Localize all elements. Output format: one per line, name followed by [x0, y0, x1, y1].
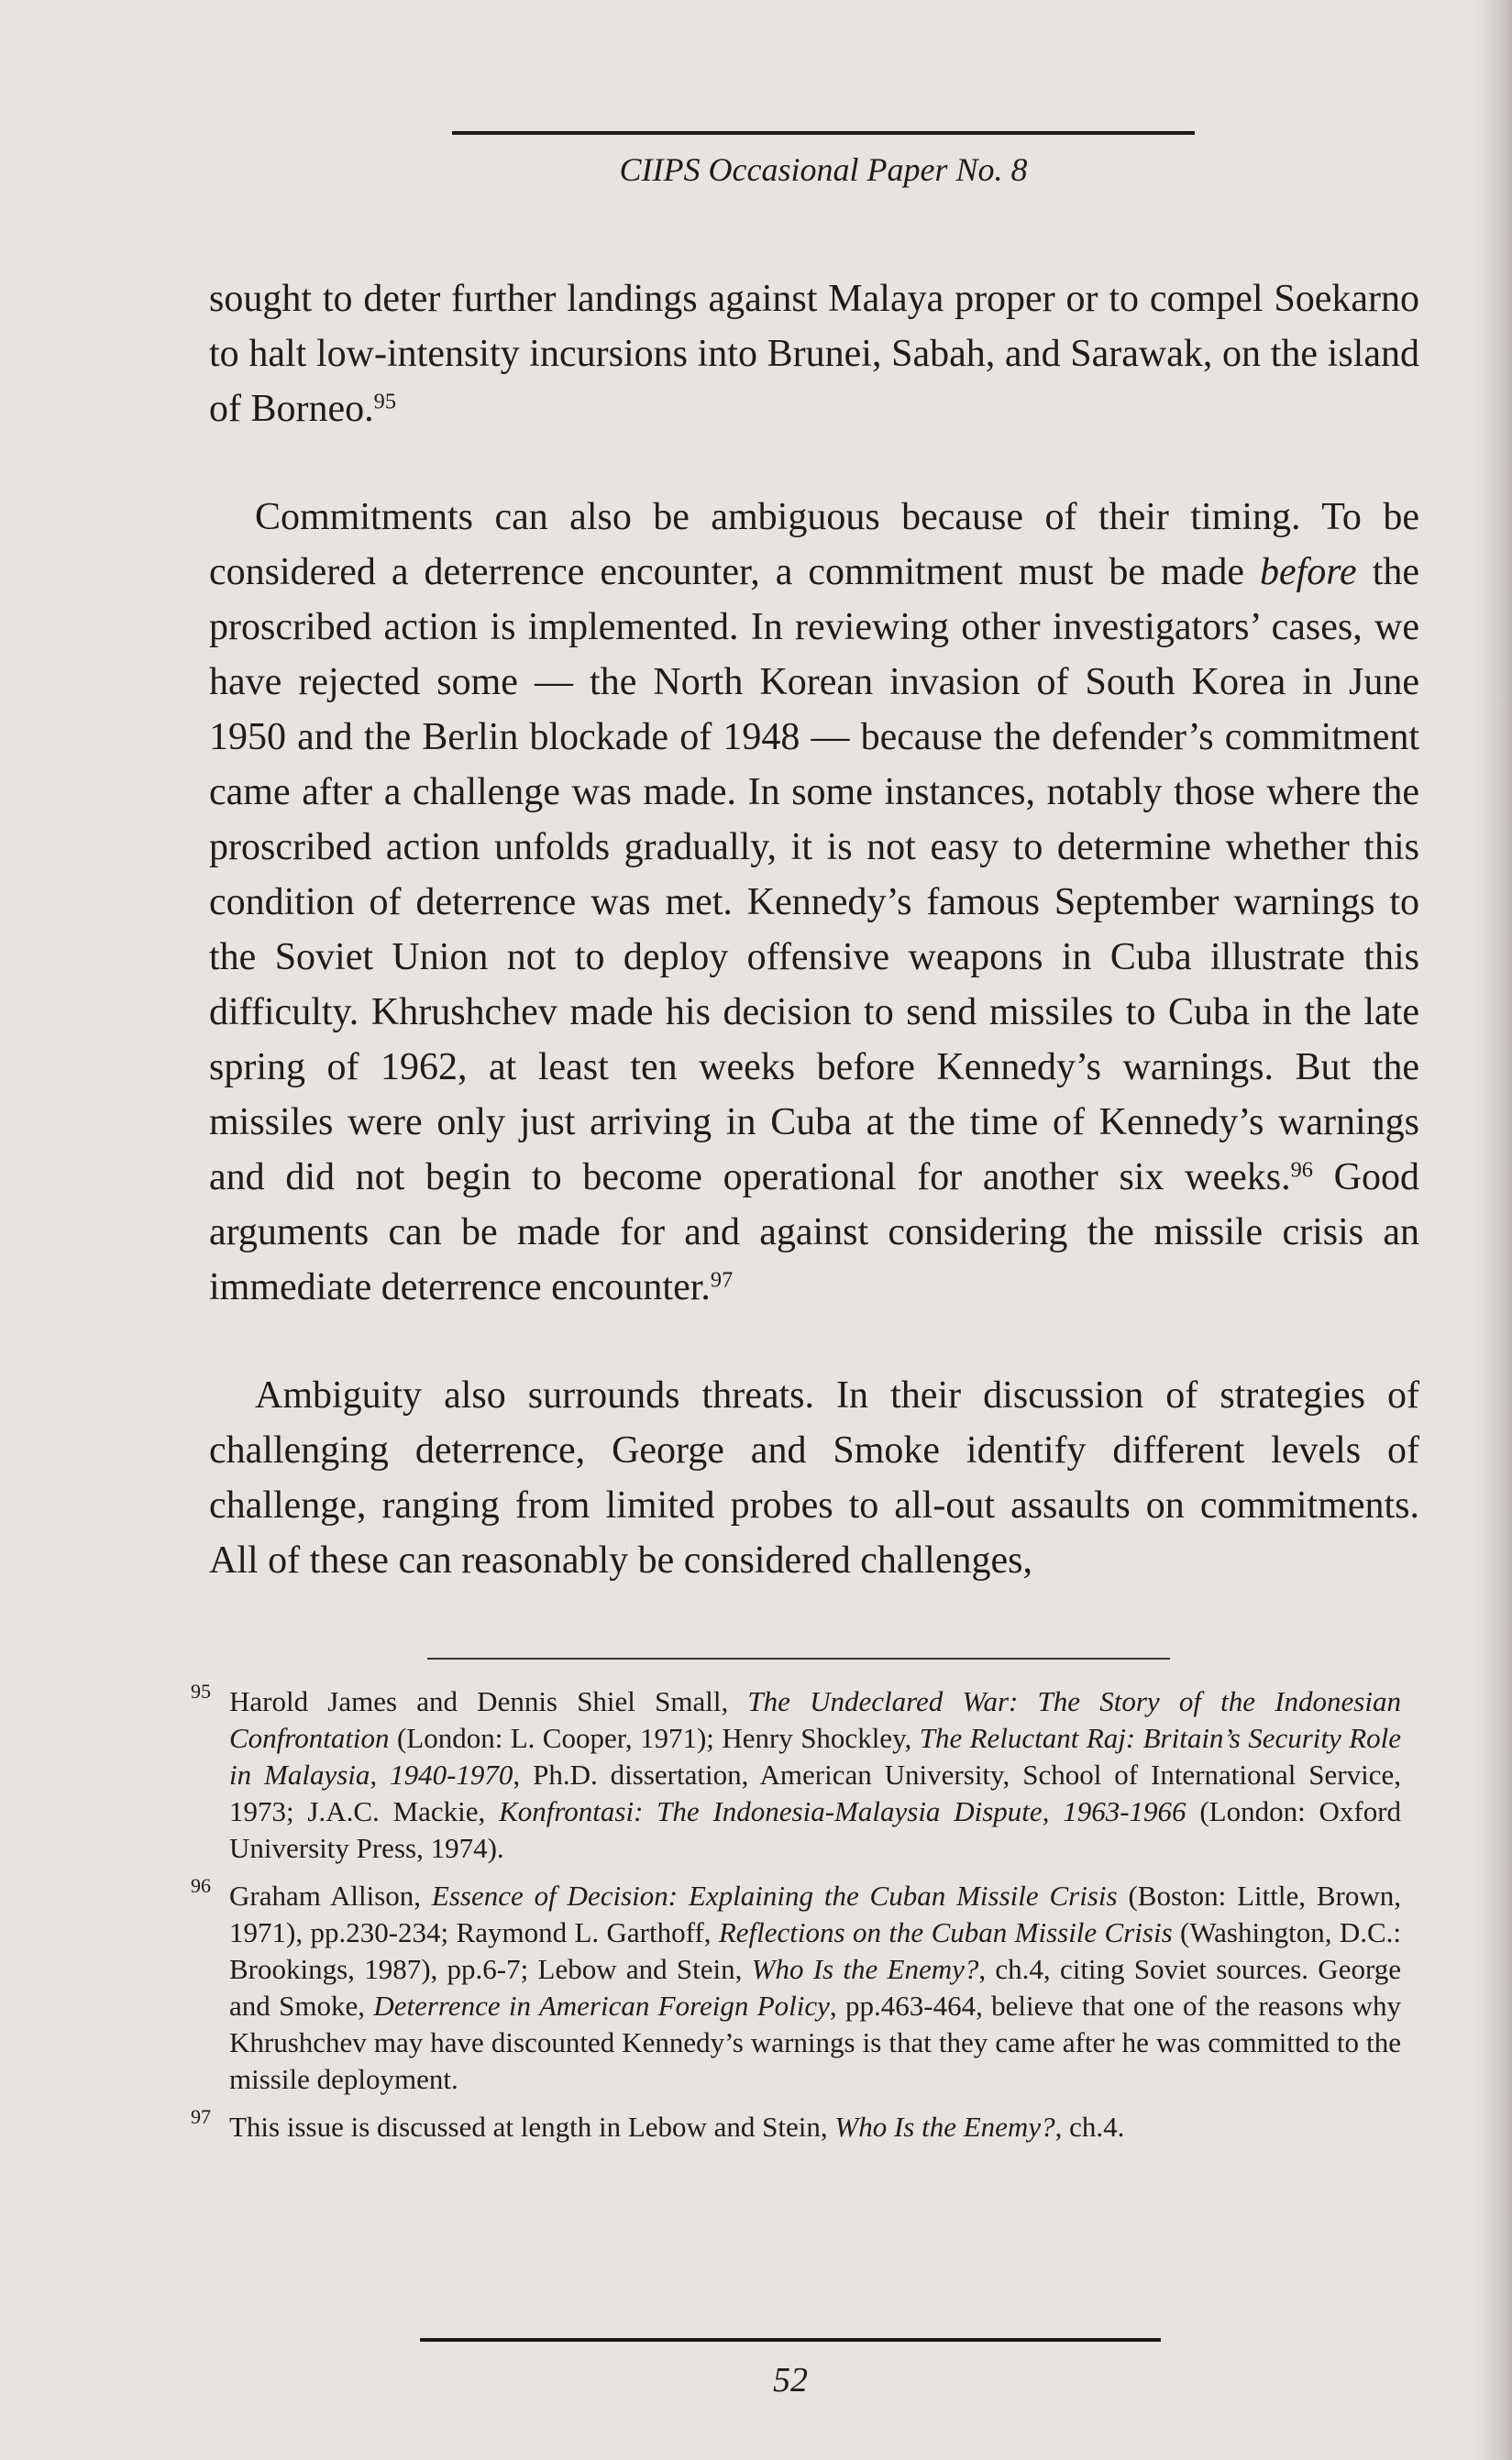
footnote-number: 97	[191, 2105, 211, 2128]
footnote-rule	[427, 1658, 1170, 1660]
footnote-number: 95	[191, 1680, 211, 1703]
emphasis-before: before	[1259, 551, 1357, 593]
footer-rule	[420, 2338, 1161, 2342]
footnote-text: (London: Oxford University Press, 1974).	[229, 1795, 1402, 1864]
footnote-title: Deterrence in American Foreign Policy	[373, 1990, 830, 2022]
footnote-text: , Ph.D. dissertation, American University, School of International Service, 1973; J.A.C. Mackie,	[229, 1759, 1401, 1827]
paragraph-1-text: sought to deter further landings against Malaya proper or to compel Soekarno to halt low-intensity incursions into Brunei, Sabah, and Sarawak, on the island of Borneo.	[209, 278, 1419, 430]
footnote-title: Reflections on the Cuban Missile Crisis	[718, 1916, 1173, 1948]
footnote-title: The Reluctant Raj: Britain’s Security Role in Malaysia, 1940-1970	[229, 1722, 1402, 1791]
footnote-title: Essence of Decision: Explaining the Cuban Missile Crisis	[431, 1880, 1118, 1912]
paragraph-1	[209, 271, 1419, 436]
footnote-text: (Washington, D.C.: Brookings, 1987), pp.6-7; Lebow and Stein,	[229, 1916, 1402, 1985]
footnote-97	[191, 2105, 1401, 2146]
paragraph-2	[209, 490, 1419, 1315]
footnote-text: , pp.463-464, believe that one of the reasons why Khrushchev may have discounted Kennedy’s warnings is that they came after he was committed to the missile deployment.	[229, 1990, 1402, 2095]
footnote-ref-96: 96	[1290, 1157, 1313, 1183]
footnote-text: (London: L. Cooper, 1971); Henry Shockley,	[389, 1722, 920, 1754]
paragraph-2-text-c: Good arguments can be made for and against considering the missile crisis an immediate deterrence encounter.	[209, 1156, 1419, 1308]
paragraph-2-text-b: the proscribed action is implemented. In reviewing other investigators’ cases, we have rejected some — the North Korean invasion of South Korea in June 1950 and the Berlin blockade of 1948 — because the defender’s commitment came after a challenge was made. In some instances, notably those where the proscribed action unfolds gradually, it is not easy to determine whether this condition of deterrence was met. Kennedy’s famous September warnings to the Soviet Union not to deploy offensive weapons in Cuba illustrate this difficulty. Khrushchev made his decision to send missiles to Cuba in the late spring of 1962, at least ten weeks before Kennedy’s warnings. But the missiles were only just arriving in Cuba at the time of Kennedy’s warnings and did not begin to become operational for another six weeks.	[209, 551, 1420, 1198]
footnote-text: Graham Allison,	[229, 1880, 432, 1912]
footnote-ref-95: 95	[373, 389, 396, 414]
footnotes	[191, 1680, 1402, 2157]
footnote-text: This issue is discussed at length in Lebow and Stein,	[229, 2111, 835, 2143]
footnote-number: 96	[191, 1874, 211, 1897]
paragraph-3-text: Ambiguity also surrounds threats. In their discussion of strategies of challenging deterrence, George and Smoke identify different levels of challenge, ranging from limited probes to all-out assaults on commitments. All of these can reasonably be considered challenges,	[209, 1374, 1419, 1582]
main-text	[209, 271, 1419, 1588]
paragraph-2-text-a: Commitments can also be ambiguous because of their timing. To be considered a deterrence encounter, a commitment must be made	[209, 496, 1419, 593]
running-head: CIIPS Occasional Paper No. 8	[619, 151, 1028, 188]
footnote-title: Who Is the Enemy?	[751, 1953, 979, 1985]
footnote-ref-97: 97	[710, 1267, 734, 1293]
footnote-96	[191, 1874, 1402, 2098]
footnote-text: , ch.4.	[1054, 2111, 1125, 2143]
page-number: 52	[773, 2361, 808, 2399]
footnote-title: Konfrontasi: The Indonesia-Malaysia Dispute, 1963-1966	[499, 1795, 1186, 1827]
footnote-title: Who Is the Enemy?	[834, 2111, 1055, 2143]
footnote-95	[191, 1680, 1402, 1867]
footnote-text: , ch.4, citing Soviet sources. George and Smoke,	[229, 1953, 1401, 2022]
footnote-text: (Boston: Little, Brown, 1971), pp.230-234; Raymond L. Garthoff,	[229, 1880, 1402, 1948]
page-edge-shadow	[1475, 0, 1512, 2460]
paragraph-3	[209, 1368, 1419, 1588]
header-rule	[452, 131, 1195, 135]
footnote-text: Harold James and Dennis Shiel Small,	[229, 1685, 748, 1717]
footnote-title: The Undeclared War: The Story of the Indonesian Confrontation	[229, 1685, 1401, 1754]
